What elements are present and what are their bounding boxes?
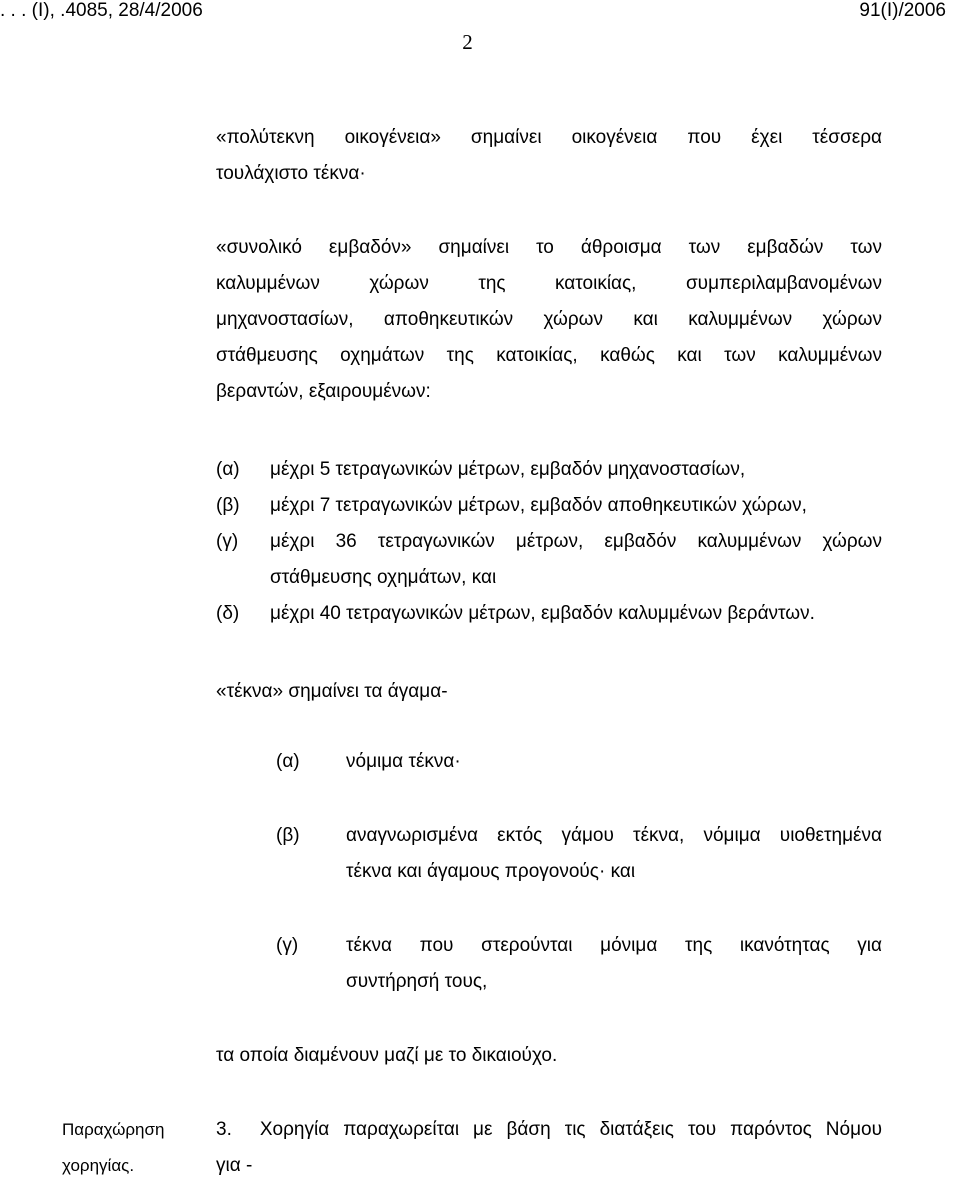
item-text: τέκνα και άγαμους προγονούς· και [346,861,636,882]
header-right: 91(Ι)/2006 [859,0,946,21]
item-label: (γ) [216,531,239,552]
page-number: 2 [462,30,473,54]
section-text: για - [216,1155,253,1176]
header-left: . . . (Ι), .4085, 28/4/2006 [0,0,203,21]
text-line: «τέκνα» σημαίνει τα άγαμα- [216,681,448,702]
item-label: (β) [216,495,240,516]
item-label: (γ) [276,935,299,956]
definition-polyteknh [216,120,882,192]
item-text: αναγνωρισμένα εκτός γάμου τέκνα, νόμιμα υιοθετημένα [346,825,882,846]
list-item [276,744,886,780]
item-text: τέκνα που στερούνται μόνιμα της ικανότητας για [346,935,882,956]
item-text: στάθμευσης οχημάτων, και [270,567,497,588]
text-line: τουλάχιστο τέκνα· [216,163,366,184]
item-text: μέχρι 5 τετραγωνικών μέτρων, εμβαδόν μηχανοστασίων, [270,459,746,480]
definition-tekna [216,674,882,710]
list-item [276,818,886,890]
item-text: μέχρι 36 τετραγωνικών μέτρων, εμβαδόν καλυμμένων χώρων [270,531,882,552]
text-line: βεραντών, εξαιρουμένων: [216,381,431,402]
section-number: 3. [216,1119,232,1140]
text-line: στάθμευσης οχημάτων της κατοικίας, καθώς και των καλυμμένων [216,345,882,366]
margin-note-line: χορηγίας. [62,1156,135,1175]
list-item [276,928,886,1000]
text-line: μηχανοστασίων, αποθηκευτικών χώρων και καλυμμένων χώρων [216,309,882,330]
text-line: «συνολικό εμβαδόν» σημαίνει το άθροισμα των εμβαδών των [216,237,882,258]
text-line: «πολύτεκνη οικογένεια» σημαίνει οικογένεια που έχει τέσσερα [216,127,882,148]
item-label: (δ) [216,603,240,624]
text-line: καλυμμένων χώρων της κατοικίας, συμπεριλαμβανομένων [216,273,882,294]
item-text: μέχρι 40 τετραγωνικών μέτρων, εμβαδόν καλυμμένων βεράντων. [270,603,815,624]
text-line: τα οποία διαμένουν μαζί με το δικαιούχο. [216,1045,558,1066]
item-text: μέχρι 7 τετραγωνικών μέτρων, εμβαδόν αποθηκευτικών χώρων, [270,495,807,516]
section-first-line [216,1112,882,1148]
item-text: νόμιμα τέκνα· [346,751,461,772]
item-label: (β) [276,825,300,846]
section-3 [216,1112,882,1184]
definition-synoliko-emvadon [216,230,882,410]
margin-note [62,1112,192,1184]
item-text: συντήρησή τους, [346,971,488,992]
list-item [216,524,886,596]
list-item [216,488,886,524]
item-label: (α) [276,751,300,772]
margin-note-line: Παραχώρηση [62,1120,165,1139]
list-item [216,596,886,632]
item-label: (α) [216,459,240,480]
section-text: Χορηγία παραχωρείται με βάση τις διατάξεις του παρόντος Νόμου [259,1119,882,1140]
list-item [216,452,886,488]
definition-tekna-closing [216,1038,882,1074]
